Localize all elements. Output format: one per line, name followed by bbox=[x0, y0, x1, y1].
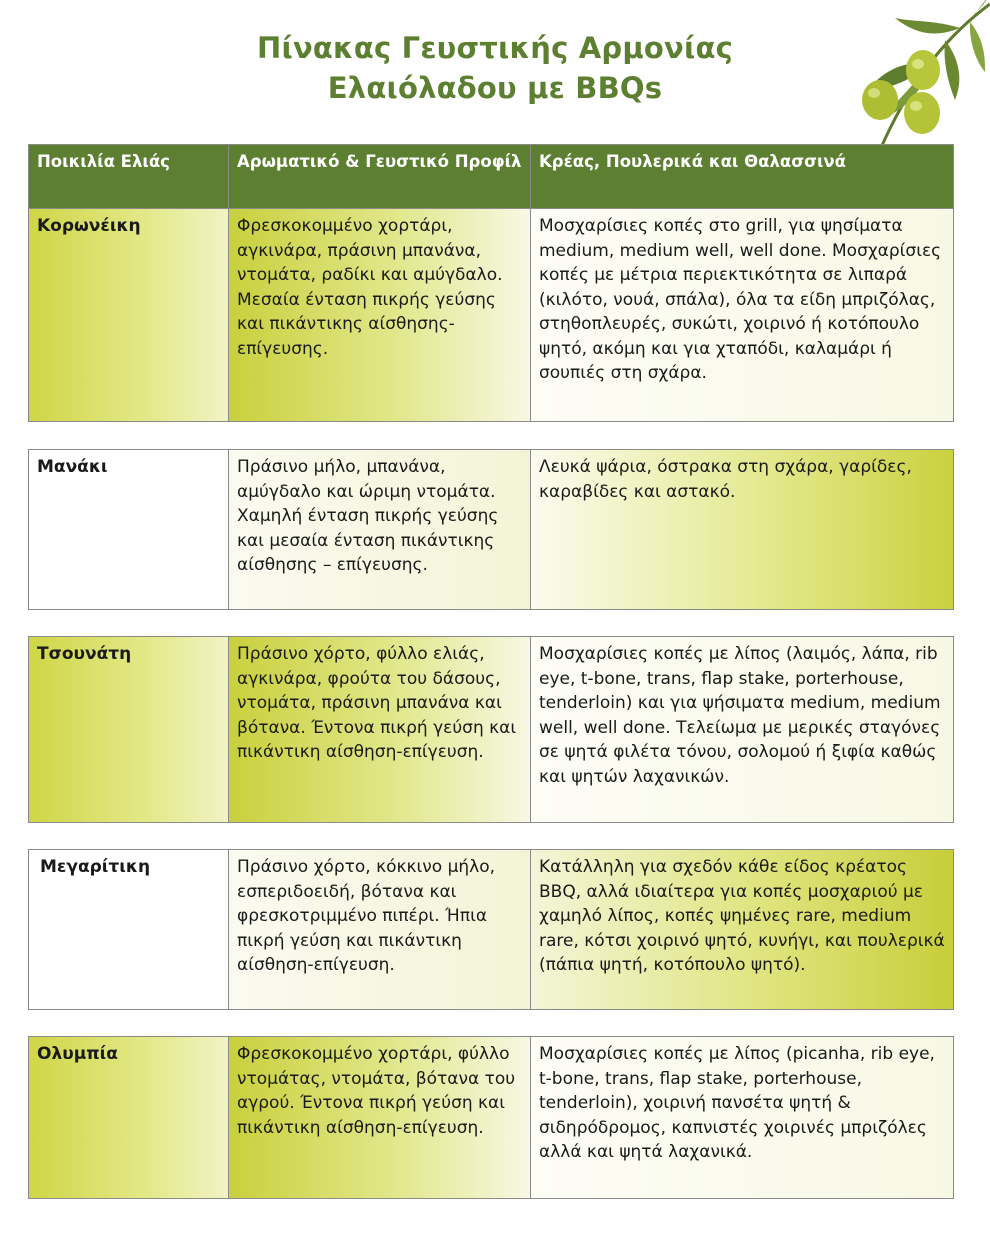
olive-branch-icon bbox=[785, 0, 990, 150]
variety-name: Κορωνέικη bbox=[29, 209, 228, 421]
title-line-2: Ελαιόλαδου με BBQs bbox=[327, 71, 663, 105]
table-row bbox=[29, 850, 953, 1009]
title-line-1: Πίνακας Γευστικής Αρμονίας bbox=[256, 31, 734, 65]
table-row bbox=[29, 1037, 953, 1198]
variety-name: Μεγαρίτικη bbox=[29, 850, 228, 1009]
table-row-megaritiki bbox=[28, 849, 954, 1010]
variety-name: Ολυμπία bbox=[29, 1037, 228, 1198]
profile-cell: Πράσινο χόρτο, φύλλο ελιάς, αγκινάρα, φρούτα του δάσους, ντομάτα, πράσινη μπανάνα και βότανα. Έντονα πικρή γεύση και πικάντικη αίσθηση-επίγευση. bbox=[228, 637, 530, 822]
table-row bbox=[29, 208, 953, 421]
header-pairing: Κρέας, Πουλερικά και Θαλασσινά bbox=[530, 145, 953, 208]
variety-name: Μανάκι bbox=[29, 450, 228, 609]
pairing-cell: Κατάλληλη για σχεδόν κάθε είδος κρέατος BBQ, αλλά ιδιαίτερα για κοπές μοσχαριού με χαμηλό λίπος, κοπές ψημένες rare, medium rare, κότσι χοιρινό ψητό, κυνήγι, και πουλερικά (πάπια ψητή, κοτόπουλο ψητό). bbox=[530, 850, 953, 1009]
table-row-tsounati bbox=[28, 636, 954, 823]
pairing-cell: Μοσχαρίσιες κοπές με λίπος (picanha, rib eye, t-bone, trans, flap stake, porterhouse, tenderloin), χοιρινή πανσέτα ψητή & σιδηρόδρομος, καπνιστές χοιρινές μπριζόλες αλλά και ψητά λαχανικά. bbox=[530, 1037, 953, 1198]
profile-cell: Φρεσκοκομμένο χορτάρι, φύλλο ντομάτας, ντομάτα, βότανα του αγρού. Έντονα πικρή γεύση και πικάντικη αίσθηση-επίγευση. bbox=[228, 1037, 530, 1198]
profile-cell: Φρεσκοκομμένο χορτάρι, αγκινάρα, πράσινη μπανάνα, ντομάτα, ραδίκι και αμύγδαλο. Μεσαία ένταση πικρής γεύσης και πικάντικης αίσθησης-επίγευσης. bbox=[228, 209, 530, 421]
table-row bbox=[29, 637, 953, 822]
table-row-olympia bbox=[28, 1036, 954, 1199]
table-header bbox=[29, 145, 953, 208]
table-header-and-row-koroneiki bbox=[28, 144, 954, 422]
pairing-cell: Μοσχαρίσιες κοπές με λίπος (λαιμός, λάπα, rib eye, t-bone, trans, flap stake, porterhouse, tenderloin) και για ψήσιματα medium, medium well, well done. Τελείωμα με μερικές σταγόνες σε ψητά φιλέτα τόνου, σολομού ή ξιφία καθώς και ψητών λαχανικών. bbox=[530, 637, 953, 822]
pairing-cell: Λευκά ψάρια, όστρακα στη σχάρα, γαρίδες, καραβίδες και αστακό. bbox=[530, 450, 953, 609]
profile-cell: Πράσινο χόρτο, κόκκινο μήλο, εσπεριδοειδή, βότανα και φρεσκοτριμμένο πιπέρι. Ήπια πικρή γεύση και πικάντικη αίσθηση-επίγευση. bbox=[228, 850, 530, 1009]
table-row-manaki bbox=[28, 449, 954, 610]
variety-name: Τσουνάτη bbox=[29, 637, 228, 822]
profile-cell: Πράσινο μήλο, μπανάνα, αμύγδαλο και ώριμη ντομάτα. Χαμηλή ένταση πικρής γεύσης και μεσαία ένταση πικάντικης αίσθησης – επίγευσης. bbox=[228, 450, 530, 609]
pairing-cell: Μοσχαρίσιες κοπές στο grill, για ψησίματα medium, medium well, well done. Μοσχαρίσιες κοπές με μέτρια περιεκτικότητα σε λιπαρά (κιλότο, νουά, σπάλα), όλα τα είδη μπριζόλας, στηθοπλευρές, συκώτι, χοιρινό ή κοτόπουλο ψητό, ακόμη και για χταπόδι, καλαμάρι ή σουπιές στη σχάρα. bbox=[530, 209, 953, 421]
header-profile: Αρωματικό & Γευστικό Προφίλ bbox=[228, 145, 530, 208]
table-row bbox=[29, 450, 953, 609]
header-variety: Ποικιλία Ελιάς bbox=[37, 152, 170, 171]
